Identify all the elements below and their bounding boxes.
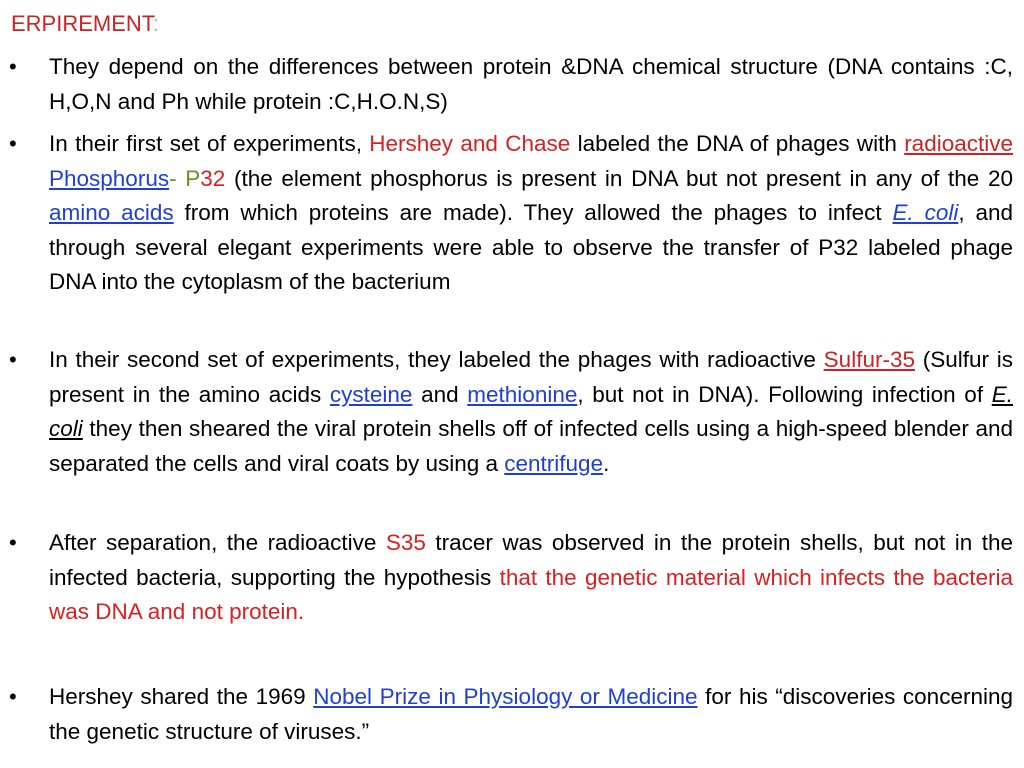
cysteine-link[interactable]: cysteine <box>329 381 413 407</box>
slide-title <box>11 9 159 39</box>
bullet-3-text <box>49 343 1013 481</box>
sulfur-35-link[interactable]: Sulfur-35 <box>823 347 915 372</box>
bullet-dot: • <box>9 530 17 555</box>
conclusion-text: that the genetic material which infects the bacteria was DNA and not protein. <box>49 564 1014 624</box>
b4-text-2: tracer was observed in the protein shells, but not in the infected bacteria, supporting the hypothesis <box>49 530 1013 590</box>
b4-text-1: After separation, the radioactive <box>49 530 386 555</box>
b3-text-3: and <box>412 381 468 407</box>
radioactive-link[interactable]: radioactive <box>904 131 1013 156</box>
bullet-4 <box>9 526 1013 630</box>
bullet-4-text <box>49 526 1013 630</box>
b2-text-1: In their first set of experiments, <box>49 131 370 156</box>
b3-text-2: (Sulfur is present in the amino acids <box>49 347 1013 407</box>
b3-text-5: they then sheared the viral protein shells off of infected cells using a high-speed blender and separated the cells and viral coats by using a <box>49 416 1013 476</box>
centrifuge-link[interactable]: centrifuge <box>504 450 604 476</box>
bullet-5 <box>9 680 1013 749</box>
methionine-link[interactable]: methionine <box>467 381 578 407</box>
nobel-prize-link[interactable]: Nobel Prize in Physiology or Medicine <box>313 684 698 709</box>
b3-text-1: In their second set of experiments, they labeled the phages with radioactive <box>49 347 824 372</box>
bullet-dot: • <box>9 684 17 709</box>
b5-text-2: for his “discoveries concerning the genetic structure of viruses.” <box>49 684 1013 744</box>
dash-text: - <box>169 165 186 191</box>
b2-text-5: from which proteins are made). They allowed the phages to infect <box>173 200 893 225</box>
bullet-1-text <box>49 50 1013 119</box>
b2-text-6: , and through several elegant experiments were able to observe the transfer of P32 labeled phage DNA into the cytoplasm of the bacterium <box>49 200 1013 294</box>
bullet-1 <box>9 50 1013 119</box>
b3-text-4: , but not in DNA). Following infection of <box>577 381 992 407</box>
p32-letter: P <box>185 165 201 191</box>
bullet-dot: • <box>9 131 17 156</box>
title-colon: : <box>152 11 159 36</box>
b2-text-2: labeled the DNA of phages with <box>570 131 905 156</box>
bullet-dot: • <box>9 54 17 79</box>
ecoli-text: E. coli <box>49 381 1013 441</box>
bullet-dot: • <box>9 347 17 372</box>
title-text: ERPIREMENT <box>11 11 153 36</box>
b1-text: They depend on the differences between protein &DNA chemical structure (DNA contains :C, H,O,N and Ph while protein :C,H.O.N,S) <box>49 54 1013 114</box>
b2-text-4: (the element phosphorus is present in DNA but not present in any of the 20 <box>225 165 1013 191</box>
ecoli-link[interactable]: E. coli <box>892 200 959 225</box>
bullet-3 <box>9 343 1013 481</box>
b3-text-6: . <box>603 450 610 476</box>
s35-text: S35 <box>385 530 426 555</box>
hershey-chase-text: Hershey and Chase <box>369 131 571 156</box>
bullet-5-text <box>49 680 1013 749</box>
bullet-2 <box>9 127 1013 300</box>
bullet-2-text <box>49 127 1013 300</box>
b5-text-1: Hershey shared the 1969 <box>49 684 314 709</box>
p32-number: 32 <box>200 165 226 191</box>
phosphorus-link[interactable]: Phosphorus <box>49 165 170 191</box>
amino-acids-link[interactable]: amino acids <box>49 200 174 225</box>
